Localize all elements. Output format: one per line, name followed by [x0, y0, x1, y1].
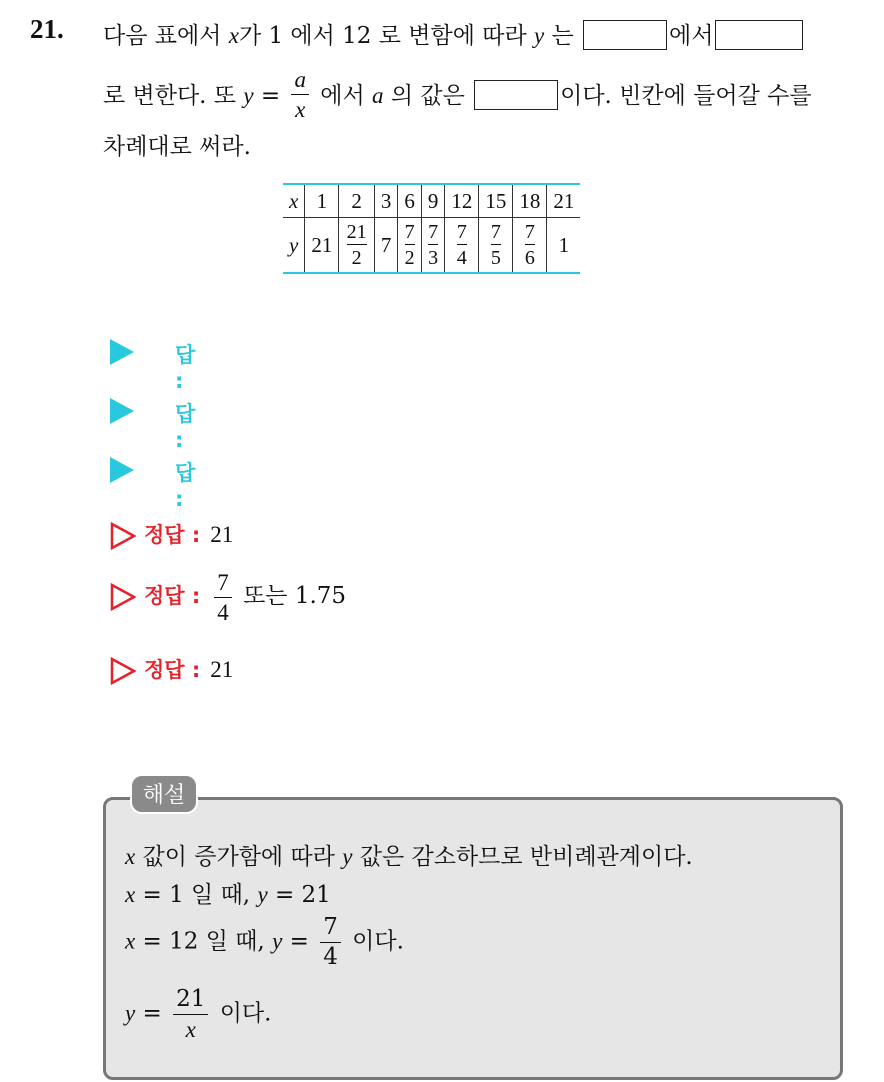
text: =: [135, 1000, 170, 1027]
denominator: 2: [404, 247, 415, 269]
text: 의 값은: [383, 83, 473, 109]
fraction: [428, 222, 438, 268]
answer-row-1[interactable]: [110, 339, 196, 393]
correct-label: 정답 :: [144, 523, 201, 547]
answer-label: 답 :: [175, 402, 196, 452]
correct-answer-1: [110, 519, 233, 550]
play-triangle-icon: [110, 339, 134, 365]
solution-line-1: [125, 838, 693, 871]
blank-box-1[interactable]: [583, 20, 667, 50]
table-cell: 18: [513, 184, 547, 218]
text: 이다.: [212, 1000, 272, 1027]
fraction: [405, 222, 415, 268]
question-number: 21.: [30, 14, 64, 44]
denominator: 6: [524, 247, 535, 269]
table-cell: 1: [547, 218, 581, 274]
play-triangle-icon: [110, 398, 134, 424]
solution-tag: 해설: [130, 774, 198, 814]
text: = 12 일 때,: [135, 928, 273, 955]
numerator: 7: [320, 916, 341, 943]
table-cell: [398, 218, 422, 274]
denominator: 4: [323, 944, 338, 970]
numerator: 7: [456, 221, 467, 243]
table-row-x: [283, 184, 580, 218]
value-table: [283, 183, 580, 274]
play-triangle-icon: [110, 457, 134, 483]
correct-value: [210, 570, 347, 625]
numerator: 7: [428, 221, 439, 243]
text: 로 변한다. 또: [103, 83, 244, 109]
var-y: y: [342, 844, 353, 869]
solution-line-4: [125, 988, 271, 1041]
correct-value: 21: [210, 522, 234, 547]
answer-row-2[interactable]: [110, 398, 196, 452]
fraction: [173, 988, 208, 1041]
denominator: x: [185, 1017, 196, 1042]
denominator: 3: [428, 247, 439, 269]
table-cell: 9: [421, 184, 445, 218]
var-a: a: [372, 83, 384, 108]
text: 다음 표에서: [103, 23, 229, 49]
var-y: y: [243, 83, 254, 108]
numerator: a: [291, 68, 309, 95]
blank-box-2[interactable]: [715, 20, 803, 50]
solution-line-3: [125, 916, 404, 969]
text: =: [282, 928, 317, 955]
numerator: 21: [346, 221, 367, 243]
denominator: 2: [351, 247, 362, 269]
text: =: [253, 83, 288, 109]
text: 가 1 에서 12 로 변함에 따라: [238, 23, 534, 49]
question-line-3: 차례대로 써라.: [103, 134, 251, 160]
fraction: [347, 222, 367, 268]
question-line-2: [103, 68, 812, 121]
denominator: 4: [456, 247, 467, 269]
text: 또는 1.75: [235, 582, 347, 609]
table-cell: [445, 218, 479, 274]
var-x: x: [228, 23, 239, 48]
table-cell: 21: [547, 184, 581, 218]
var-x: x: [125, 882, 136, 907]
table-cell: 7: [374, 218, 398, 274]
numerator: 21: [173, 988, 208, 1015]
numerator: 7: [524, 221, 535, 243]
fraction: [525, 222, 535, 268]
var-y: y: [125, 1000, 136, 1026]
text: 값이 증가함에 따라: [135, 844, 343, 870]
table-cell: [513, 218, 547, 274]
table-cell: [479, 218, 513, 274]
text: 값은 감소하므로 반비례관계이다.: [352, 844, 693, 870]
var-x: x: [125, 844, 136, 869]
row-label-x: x: [283, 184, 305, 218]
table-cell: 1: [305, 184, 339, 218]
denominator: 4: [217, 600, 229, 625]
numerator: 7: [214, 571, 232, 598]
blank-box-3[interactable]: [474, 80, 558, 110]
var-y: y: [257, 882, 268, 907]
table-cell: 12: [445, 184, 479, 218]
correct-answer-3: [110, 654, 233, 685]
table-cell: 2: [339, 184, 375, 218]
solution-line-2: [125, 876, 331, 909]
numerator: 7: [404, 221, 415, 243]
fraction: [320, 916, 341, 969]
outline-triangle-icon: [110, 657, 136, 685]
fraction-a-over-x: [291, 68, 309, 121]
question-line-1: [103, 17, 805, 50]
numerator: 7: [490, 221, 501, 243]
table-cell: [421, 218, 445, 274]
answer-label: 답 :: [175, 461, 196, 511]
denominator: x: [295, 97, 306, 122]
correct-label: 정답 :: [144, 658, 201, 682]
text: 이다. 빈칸에 들어갈 수를: [560, 83, 812, 109]
table-cell: [339, 218, 375, 274]
table-cell: 6: [398, 184, 422, 218]
text: 에서: [312, 83, 373, 109]
correct-value: 21: [210, 657, 234, 682]
correct-label: 정답 :: [144, 583, 201, 608]
table-cell: 21: [305, 218, 339, 274]
text: 는: [544, 23, 582, 49]
text: 이다.: [344, 928, 404, 955]
table-cell: 15: [479, 184, 513, 218]
var-y: y: [533, 23, 545, 48]
row-label-y: y: [289, 232, 299, 257]
answer-row-3[interactable]: [110, 457, 196, 511]
outline-triangle-icon: [110, 583, 136, 611]
table-row-y: [283, 218, 580, 274]
denominator: 5: [490, 247, 501, 269]
text: = 1 일 때,: [135, 882, 258, 908]
var-x: x: [125, 928, 136, 954]
text: 에서: [669, 23, 714, 49]
table-cell: 3: [374, 184, 398, 218]
fraction: [457, 222, 467, 268]
correct-answer-2: [110, 571, 346, 624]
answer-label: 답 :: [175, 343, 196, 393]
text: = 21: [267, 882, 331, 908]
var-y: y: [272, 928, 283, 954]
outline-triangle-icon: [110, 522, 136, 550]
fraction: [214, 571, 232, 624]
fraction: [491, 222, 501, 268]
